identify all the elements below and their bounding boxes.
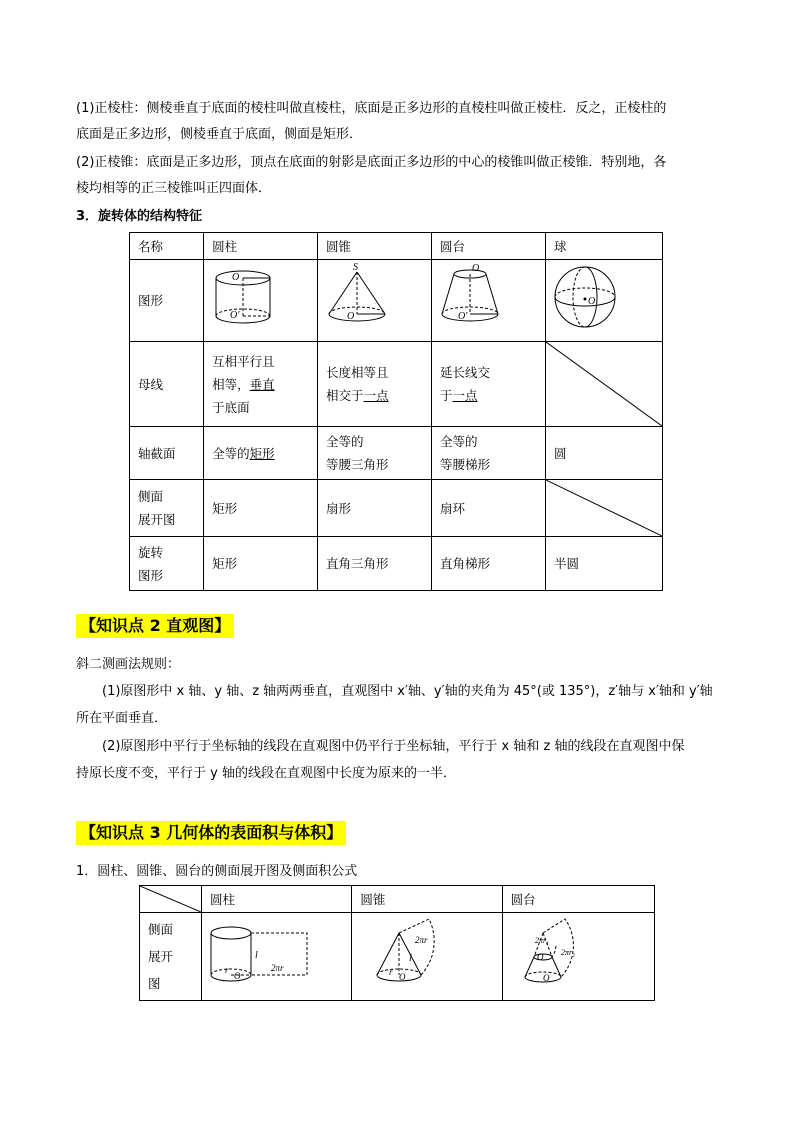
text: 等腰梯形 [440, 457, 491, 472]
rule2-line2: 持原长度不变，平行于 y 轴的线段在直观图中长度为原来的一半． [76, 766, 456, 781]
label-2pir2: 2πr₂ [561, 948, 576, 957]
frustum-lateral: 扇环 [432, 480, 546, 537]
cylinder-development-cell [202, 913, 352, 1001]
text: 侧面 [138, 489, 164, 504]
diagonal-slash [546, 342, 662, 426]
header-cylinder: 圆柱 [204, 233, 318, 260]
frustum-figure [432, 260, 544, 334]
text: 全等的 [212, 445, 250, 461]
cylinder-development-figure [203, 913, 351, 993]
label-l: l [408, 953, 412, 964]
sphere-rotation: 半圆 [545, 537, 662, 591]
text: 延长线交 [440, 365, 491, 380]
label-O: O [398, 972, 406, 982]
table-row-figure [130, 260, 663, 342]
lateral-area-table [139, 885, 655, 1001]
label-O-prime-frustum: O′ [458, 311, 468, 322]
text: 一点 [452, 388, 478, 403]
label-O: O [233, 971, 241, 981]
heading-solids-of-revolution: 3．旋转体的结构特征 [76, 209, 203, 224]
header-empty-diagonal [140, 886, 202, 913]
cone-rotation: 直角三角形 [318, 537, 432, 591]
sphere-axial: 圆 [545, 427, 662, 480]
cone-development-cell [352, 913, 502, 1001]
label-2pir1: 2πr₁ [535, 936, 550, 945]
table-row-axial-section [130, 427, 663, 480]
label-O-prime: O′ [229, 310, 239, 321]
label-O-top: O [537, 952, 544, 962]
header-cone: 圆锥 [352, 886, 502, 913]
row-label-rotation [130, 537, 204, 591]
row-label-figure: 图形 [130, 260, 204, 342]
text: 图 [148, 976, 161, 991]
sphere-lateral-empty [545, 480, 662, 537]
table-header-row [130, 233, 663, 260]
label-2pir: 2πr [414, 935, 428, 945]
text: 垂直 [249, 376, 275, 392]
label-O: O [231, 272, 239, 283]
text [326, 384, 431, 407]
row-label [140, 913, 202, 1001]
table-row-lateral-development [140, 913, 655, 1001]
rule2-line1: (2)原图形中平行于坐标轴的线段在直观图中仍平行于坐标轴，平行于 x 轴和 z 轴的线段在直观图中保 [102, 739, 685, 754]
row-label-lateral [130, 480, 204, 537]
header-sphere: 球 [545, 233, 662, 260]
frustum-generatrix [432, 342, 546, 427]
text: 全等的 [326, 434, 364, 449]
text: 等腰三角形 [326, 457, 389, 472]
sphere-generatrix-empty [545, 342, 662, 427]
text: 旋转 [138, 544, 164, 560]
text: 图形 [138, 567, 164, 583]
text: 于底面 [212, 399, 250, 415]
section-title-intuitive-diagram: 【知识点 2 直观图】 [76, 614, 234, 638]
text: 展开图 [138, 512, 176, 527]
header-cone: 圆锥 [318, 233, 432, 260]
paragraph-right-prism-line1: (1)正棱柱：侧棱垂直于底面的棱柱叫做直棱柱，底面是正多边形的直棱柱叫做正棱柱．反之，正棱柱的 [76, 101, 667, 116]
text: 长度相等且 [326, 365, 389, 380]
label-O-bottom: O [543, 973, 550, 983]
rule-heading: 斜二测画法规则： [76, 657, 181, 672]
frustum-rotation: 直角梯形 [432, 537, 546, 591]
text: 侧面 [148, 922, 174, 937]
label-r: r [224, 965, 229, 975]
frustum-development-figure [503, 913, 653, 993]
subheading-lateral-development: 1．圆柱、圆锥、圆台的侧面展开图及侧面积公式 [76, 864, 358, 879]
cone-axial [318, 427, 432, 480]
diagonal-slash [546, 480, 662, 536]
cylinder-figure-cell [204, 260, 318, 342]
text [440, 384, 545, 407]
paragraph-right-pyramid-line1: (2)正棱锥：底面是正多边形，顶点在底面的射影是底面正多边形的中心的棱锥叫做正棱锥．特别地，各 [76, 155, 667, 170]
cone-development-figure [353, 913, 501, 993]
label-O-sphere: O [587, 296, 596, 307]
header-frustum: 圆台 [502, 886, 654, 913]
cylinder-lateral: 矩形 [204, 480, 318, 537]
row-label-axial-section: 轴截面 [130, 427, 204, 480]
cone-figure [319, 260, 431, 334]
label-O-cone: O [346, 311, 354, 322]
header-name: 名称 [130, 233, 204, 260]
paragraph-right-prism-line2: 底面是正多边形，侧棱垂直于底面，侧面是矩形． [76, 127, 363, 142]
label-l: l [254, 950, 258, 961]
label-r: r [388, 967, 393, 977]
header-cylinder: 圆柱 [202, 886, 352, 913]
sphere-figure [547, 260, 661, 334]
section-title-surface-area-volume: 【知识点 3 几何体的表面积与体积】 [76, 821, 346, 845]
rule1-line1: (1)原图形中 x 轴、y 轴、z 轴两两垂直，直观图中 x′轴、y′轴的夹角为 45°(或 135°)，z′轴与 x′轴和 y′轴 [102, 684, 713, 699]
cylinder-generatrix [204, 342, 318, 427]
cylinder-rotation: 矩形 [204, 537, 318, 591]
table-row-generatrix [130, 342, 663, 427]
text: 相等， [212, 376, 250, 392]
text: 一点 [363, 388, 389, 403]
frustum-axial [432, 427, 546, 480]
frustum-development-cell [502, 913, 654, 1001]
label-2pir: 2πr [270, 963, 284, 973]
frustum-figure-cell [432, 260, 546, 342]
cylinder-figure [205, 260, 317, 334]
table-row-lateral-development [130, 480, 663, 537]
diagonal-slash [140, 886, 201, 912]
text: 展开 [148, 949, 174, 964]
text: 全等的 [440, 434, 478, 449]
rule1-line2: 所在平面垂直． [76, 711, 168, 726]
cone-figure-cell [318, 260, 432, 342]
text: 矩形 [249, 445, 275, 461]
row-label-generatrix: 母线 [130, 342, 204, 427]
label-O-top: O [472, 263, 480, 274]
text: 互相平行且 [212, 353, 275, 369]
table-header-row [140, 886, 655, 913]
solids-of-revolution-table [129, 232, 663, 591]
cylinder-axial [204, 427, 318, 480]
text: 于 [440, 388, 453, 403]
text [212, 373, 317, 396]
text: 相交于 [326, 388, 364, 403]
table-row-rotation-figure [130, 537, 663, 591]
header-frustum: 圆台 [432, 233, 546, 260]
cone-generatrix [318, 342, 432, 427]
label-S: S [352, 262, 358, 273]
sphere-figure-cell [545, 260, 662, 342]
paragraph-right-pyramid-line2: 棱均相等的正三棱锥叫正四面体． [76, 181, 272, 196]
cone-lateral: 扇形 [318, 480, 432, 537]
